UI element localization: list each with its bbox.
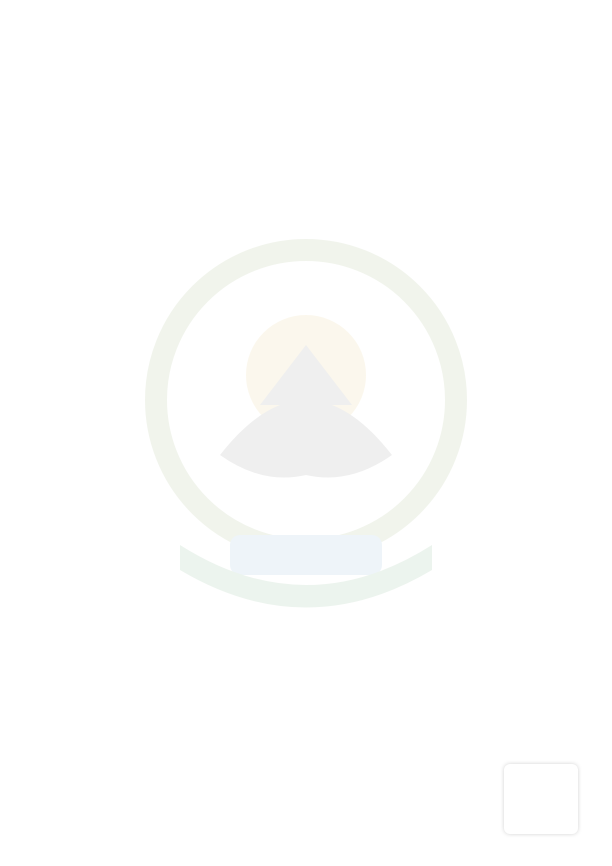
qr-code-icon xyxy=(504,764,578,834)
state-emblem-watermark xyxy=(110,225,502,625)
